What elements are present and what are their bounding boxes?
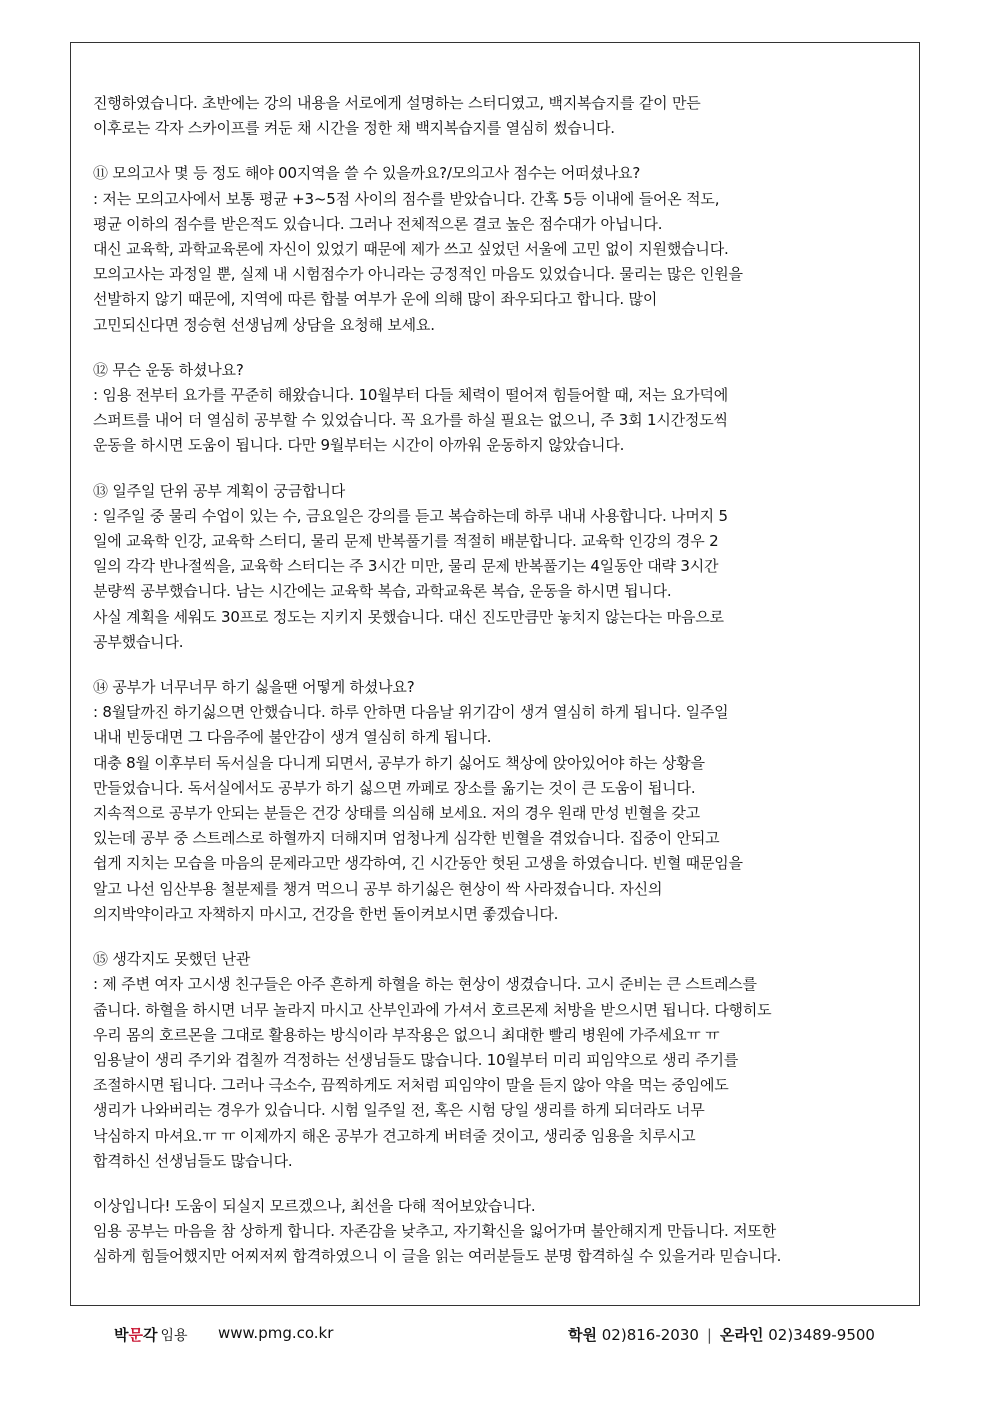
publisher-logo (114, 1324, 188, 1345)
text-line: 운동을 하시면 도움이 됩니다. 다만 9월부터는 시간이 아까워 운동하지 않았습니다. (93, 436, 625, 455)
text-line: : 8월달까진 하기싫으면 안했습니다. 하루 안하면 다음날 위기감이 생겨 열심히 하게 됩니다. 일주일 (93, 703, 729, 722)
text-line: ⑮ 생각지도 못했던 난관 (93, 950, 251, 969)
text-line: 진행하였습니다. 초반에는 강의 내용을 서로에게 설명하는 스터디였고, 백지복습지를 같이 만든 (93, 94, 701, 112)
website-link[interactable]: www.pmg.co.kr (218, 1324, 334, 1342)
text-line: 대충 8월 이후부터 독서실을 다니게 되면서, 공부가 하기 싫어도 책상에 앉아있어야 하는 상황을 (93, 753, 705, 772)
text-line: ⑫ 무슨 운동 하셨나요? (93, 360, 244, 379)
text-line: 우리 몸의 호르몬을 그대로 활용하는 방식이라 부작용은 없으니 최대한 빨리 병원에 가주세요ㅠ ㅠ (93, 1025, 720, 1044)
text-line: : 임용 전부터 요가를 꾸준히 해왔습니다. 10월부터 다들 체력이 떨어져 힘들어할 때, 저는 요가덕에 (93, 386, 729, 405)
logo-text-accent: 문 (128, 1326, 143, 1344)
text-line: : 일주일 중 물리 수업이 있는 수, 금요일은 강의를 듣고 복습하는데 하루 내내 사용합니다. 나머지 5 (93, 506, 728, 525)
text-line: 일의 각각 반나절씩을, 교육학 스터디는 주 3시간 미만, 물리 문제 반복풀기는 4일동안 대략 3시간 (93, 557, 719, 576)
text-line: 쉽게 지치는 모습을 마음의 문제라고만 생각하여, 긴 시간동안 헛된 고생을 하였습니다. 빈혈 때문임을 (93, 854, 743, 873)
text-line: : 저는 모의고사에서 보통 평균 +3~5점 사이의 점수를 받았습니다. 간혹 5등 이내에 들어온 적도, (93, 189, 720, 208)
text-line: 지속적으로 공부가 안되는 분들은 건강 상태를 의심해 보세요. 저의 경우 원래 만성 빈혈을 갖고 (93, 804, 700, 823)
text-section (93, 161, 903, 337)
text-line: ⑭ 공부가 너무너무 하기 싫을땐 어떻게 하셨나요? (93, 678, 415, 697)
text-line: 사실 계획을 세워도 30프로 정도는 지키지 못했습니다. 대신 진도만큼만 놓치지 않는다는 마음으로 (93, 607, 724, 626)
text-line: 일에 교육학 인강, 교육학 스터디, 물리 문제 반복풀기를 적절히 배분합니다. 교육학 인강의 경우 2 (93, 532, 719, 551)
academy-phone: 02)816-2030 (601, 1326, 699, 1344)
text-line: 분량씩 공부했습니다. 남는 시간에는 교육학 복습, 과학교육론 복습, 운동을 하시면 됩니다. (93, 582, 672, 601)
text-line: 이후로는 각자 스카이프를 켜둔 채 시간을 정한 채 백지복습지를 열심히 썼습니다. (93, 119, 615, 138)
text-section (93, 479, 903, 655)
text-line: 줍니다. 하혈을 하시면 너무 놀라지 마시고 산부인과에 가셔서 호르몬제 처방을 받으시면 됩니다. 다행히도 (93, 1000, 772, 1019)
text-line: 선발하지 않기 때문에, 지역에 따른 합불 여부가 운에 의해 많이 좌우되다고 합니다. 많이 (93, 290, 658, 309)
text-line: ⑪ 모의고사 몇 등 정도 해야 00지역을 쓸 수 있을까요?/모의고사 점수는 어떠셨나요? (93, 164, 641, 183)
text-line: 합격하신 선생님들도 많습니다. (93, 1151, 293, 1170)
text-section (93, 1194, 903, 1270)
text-line: 알고 나선 임산부용 철분제를 챙겨 먹으니 공부 하기싫은 현상이 싹 사라졌습니다. 자신의 (93, 879, 663, 898)
text-line: 스퍼트를 내어 더 열심히 공부할 수 있었습니다. 꼭 요가를 하실 필요는 없으니, 주 3회 1시간정도씩 (93, 411, 728, 430)
logo-subtitle: 임용 (160, 1328, 188, 1344)
text-line: 공부했습니다. (93, 632, 184, 651)
page-footer (0, 1318, 992, 1348)
text-section (93, 675, 903, 927)
contact-info (568, 1324, 875, 1345)
text-line: 대신 교육학, 과학교육론에 자신이 있었기 때문에 제가 쓰고 싶었던 서울에 고민 없이 지원했습니다. (93, 240, 729, 259)
academy-label: 학원 (568, 1326, 597, 1344)
text-line: 고민되신다면 정승현 선생님께 상담을 요청해 보세요. (93, 315, 435, 334)
text-line: 임용날이 생리 주기와 겹칠까 걱정하는 선생님들도 많습니다. 10월부터 미리 피임약으로 생리 주기를 (93, 1050, 739, 1069)
text-line: 내내 빈둥대면 그 다음주에 불안감이 생겨 열심히 하게 됩니다. (93, 728, 492, 747)
text-line: ⑬ 일주일 단위 공부 계획이 궁금합니다 (93, 481, 345, 500)
text-line: : 제 주변 여자 고시생 친구들은 아주 흔하게 하혈을 하는 현상이 생겼습니다. 고시 준비는 큰 스트레스를 (93, 975, 757, 994)
text-section (93, 947, 903, 1174)
contact-separator: | (706, 1326, 712, 1344)
text-line: 의지박약이라고 자책하지 마시고, 건강을 한번 돌이켜보시면 좋겠습니다. (93, 904, 559, 923)
text-line: 조절하시면 됩니다. 그러나 극소수, 끔찍하게도 저처럼 피임약이 말을 듣지 않아 약을 먹는 중임에도 (93, 1076, 729, 1095)
text-line: 만들었습니다. 독서실에서도 공부가 하기 싫으면 까페로 장소를 옮기는 것이 큰 도움이 됩니다. (93, 778, 696, 797)
online-phone: 02)3489-9500 (768, 1326, 875, 1344)
logo-text-part1: 박 (114, 1326, 129, 1344)
text-line: 이상입니다! 도움이 되실지 모르겠으나, 최선을 다해 적어보았습니다. (93, 1196, 536, 1215)
text-line: 생리가 나와버리는 경우가 있습니다. 시험 일주일 전, 혹은 시험 당일 생리를 하게 되더라도 너무 (93, 1101, 705, 1120)
text-line: 임용 공부는 마음을 참 상하게 합니다. 자존감을 낮추고, 자기확신을 잃어가며 불안해지게 만듭니다. 저또한 (93, 1222, 776, 1241)
text-line: 평균 이하의 점수를 받은적도 있습니다. 그러나 전체적으론 결코 높은 점수대가 아닙니다. (93, 214, 663, 233)
text-section (93, 358, 903, 459)
text-line: 심하게 힘들어했지만 어찌저찌 합격하였으니 이 글을 읽는 여러분들도 분명 합격하실 수 있을거라 믿습니다. (93, 1247, 782, 1266)
text-section (93, 91, 903, 141)
online-label: 온라인 (719, 1326, 764, 1344)
text-line: 낙심하지 마셔요.ㅠ ㅠ 이제까지 해온 공부가 견고하게 버텨줄 것이고, 생리중 임용을 치루시고 (93, 1126, 696, 1145)
document-body (70, 42, 920, 1306)
text-line: 모의고사는 과정일 뿐, 실제 내 시험점수가 아니라는 긍정적인 마음도 있었습니다. 물리는 많은 인원을 (93, 265, 743, 284)
logo-text-part2: 각 (143, 1326, 158, 1344)
text-line: 있는데 공부 중 스트레스로 하혈까지 더해지며 엄청나게 심각한 빈혈을 겪었습니다. 집중이 안되고 (93, 829, 720, 848)
